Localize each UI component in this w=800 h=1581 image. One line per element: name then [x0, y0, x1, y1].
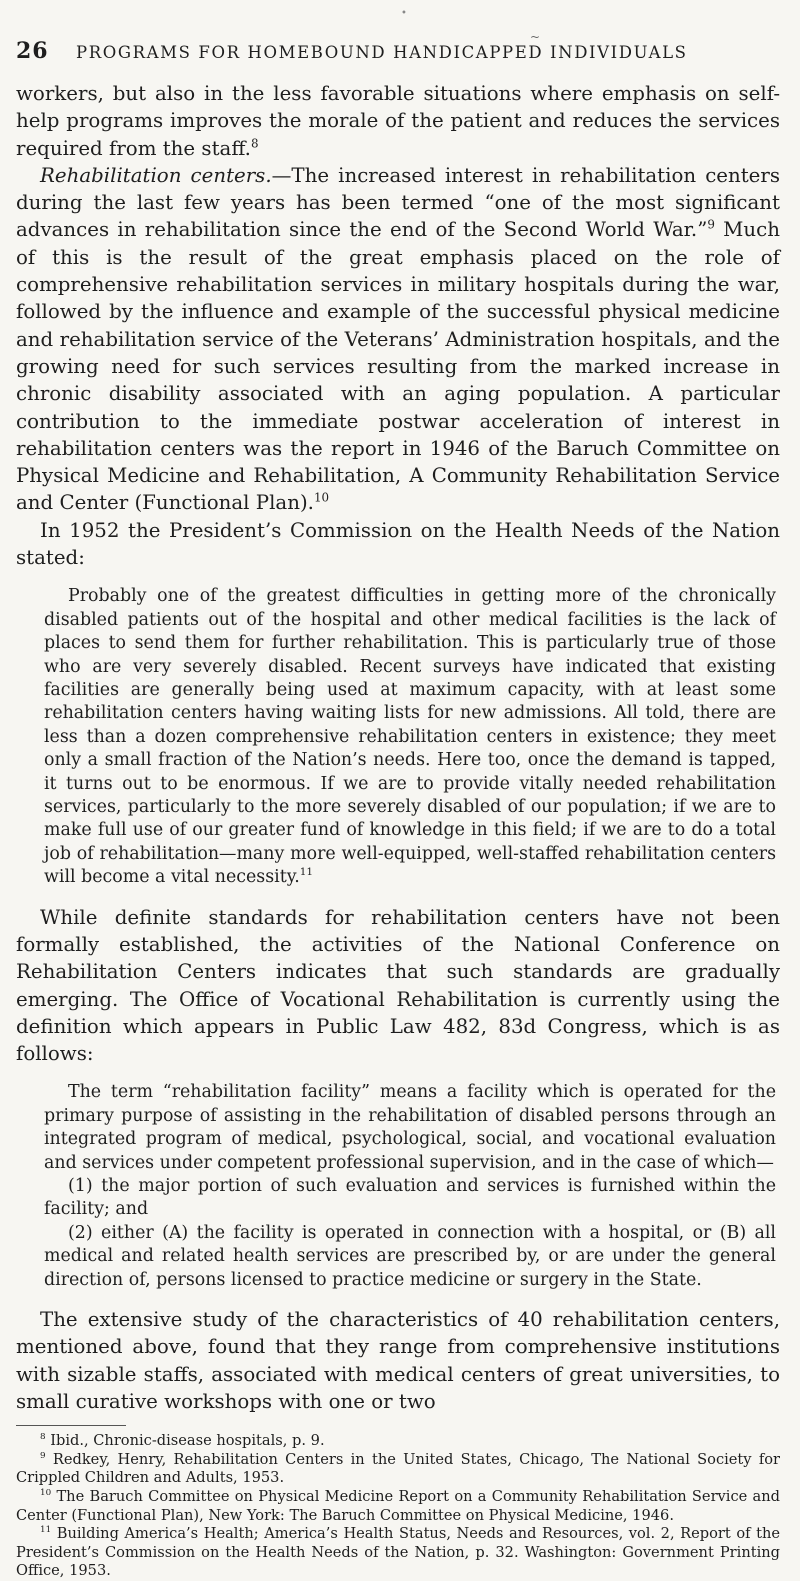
- block-quote-commission: Probably one of the greatest difficulties in getting more of the chronically disabled patients out of the hospital and other medical facilities is the lack of places to send them for further rehabilitation. This is particularly true of those who are very severely disabled. Recent surveys have indicated that existing facilities are generally being used at maximum capacity, with at least some rehabilitation centers having waiting lists for new admissions. All told, there are less than a dozen comprehensive rehabilitation centers in existence; they meet only a small fraction of the Nation’s needs. Here too, once the demand is tapped, it turns out to be enormous. If we are to provide vitally needed rehabilitation services, particularly to the more severely disabled of our population; if we are to make full use of our greater fund of knowledge in this field; if we are to do a total job of rehabilitation—many more well-equipped, well-staffed rehabilitation centers will become a vital necessity.$^{11}$: [44, 586, 776, 888]
- footnote-ref-11: 11: [299, 866, 314, 879]
- paragraph-rehabilitation-centers: Rehabilitation centers.—The increased interest in rehabilitation centers during the last few years has been termed “one of the most significant advances in rehabilitation since the end of the Second World War.”$^9$ Much of this is the result of the great emphasis placed on the role of comprehensive rehabilitation services in military hospitals during the war, followed by the influence and example of the successful physical medicine and rehabilitation service of the Veterans’ Administration hospitals, and the growing need for such services resulting from the marked increase in chronic disability associated with an aging population. A particular contribution to the immediate postwar acceleration of interest in rehabilitation centers was the report in 1946 of the Baruch Committee on Physical Medicine and Rehabilitation, A Community Rehabilitation Service and Center (Functional Plan).$^{10}$: [16, 163, 780, 515]
- paragraph-continuation: workers, but also in the less favorable situations where emphasis on self-help programs improves the morale of the patient and reduces the services required from the staff.$^8$: [16, 82, 780, 160]
- footnote-8: $^8$ Ibid., Chronic-disease hospitals, p. 9.: [40, 1432, 325, 1450]
- page-header: [16, 38, 776, 64]
- paragraph-standards: While definite standards for rehabilitation centers have not been formally established, the activities of the National Conference on Rehabilitation Centers indicates that such standards are gradually emerging. The Office of Vocational Rehabilitation is currently using the definition which appears in Public Law 482, 83d Congress, which is as follows:: [16, 905, 780, 1066]
- footnote-ref-8: 8: [250, 136, 259, 150]
- footnote-divider: [16, 1425, 126, 1426]
- page-number: 26: [16, 38, 49, 64]
- footnote-10: $^{10}$ The Baruch Committee on Physical Medicine Report on a Community Rehabilitation Service and Center (Functional Plan), New York: The Baruch Committee on Physical Medicine, 1946.: [16, 1488, 780, 1524]
- block-quote-definition: [16, 1081, 780, 1292]
- definition-text: The term “rehabilitation facility” means a facility which is operated for the primary purpose of assisting in the rehabilitation of disabled persons through an integrated program of medical, psychological, social, and vocational evaluation and services under competent professional supervision, and in the case of which—: [44, 1082, 776, 1173]
- scan-mark-tilde: ~: [530, 30, 541, 44]
- footnote-11: $^{11}$ Building America’s Health; America’s Health Status, Needs and Resources, vol. 2, Report of the President’s Commission on the Health Needs of the Nation, p. 32. Washington: Government Printing Office, 1953.: [16, 1525, 781, 1580]
- footnote-ref-10: 10: [313, 490, 330, 505]
- footnotes: [16, 1432, 780, 1581]
- running-title: PROGRAMS FOR HOMEBOUND HANDICAPPED INDIVIDUALS: [76, 43, 688, 62]
- paragraph-commission-intro: In 1952 the President’s Commission on the Health Needs of the Nation stated:: [16, 518, 780, 570]
- definition-item-2: (2) either (A) the facility is operated in connection with a hospital, or (B) all medical and related health services are prescribed by, or are under the general direction of, persons licensed to practice medicine or surgery in the State.: [44, 1222, 776, 1290]
- section-lead: Rehabilitation centers.: [40, 163, 272, 187]
- footnote-ref-9: 9: [707, 217, 715, 232]
- page-body: [16, 80, 780, 1581]
- footnote-9: $^9$ Redkey, Henry, Rehabilitation Centers in the United States, Chicago, The National Society for Crippled Children and Adults, 1953.: [16, 1450, 780, 1487]
- scan-mark: •: [401, 8, 407, 19]
- paragraph-study: The extensive study of the characteristics of 40 rehabilitation centers, mentioned above, found that they range from comprehensive institutions with sizable staffs, associated with medical centers of great universities, to small curative workshops with one or two: [16, 1308, 780, 1413]
- definition-item-1: (1) the major portion of such evaluation and services is furnished within the facility; and: [44, 1176, 776, 1220]
